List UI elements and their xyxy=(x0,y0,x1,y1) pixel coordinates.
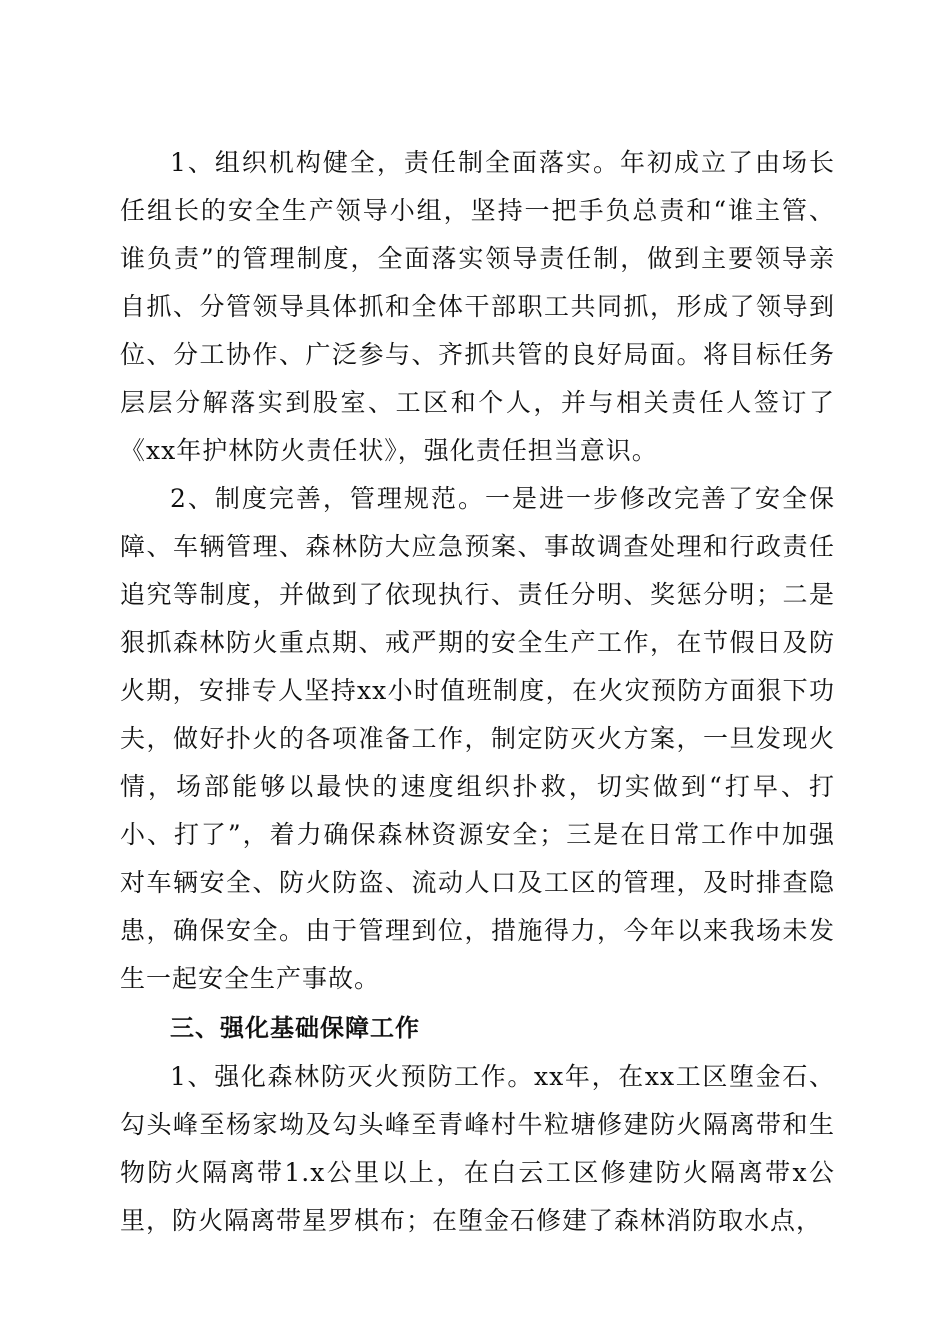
paragraph-organization-responsibility: 1、组织机构健全，责任制全面落实。年初成立了由场长任组长的安全生产领导小组，坚持一把手负总责和“谁主管、谁负责”的管理制度，全面落实领导责任制，做到主要领导亲自抓、分管领导具体抓和全体干部职工共同抓，形成了领导到位、分工协作、广泛参与、齐抓共管的良好局面。将目标任务层层分解落实到股室、工区和个人，并与相关责任人签订了《xx年护林防火责任状》，强化责任担当意识。 xyxy=(120,148,835,465)
document-body xyxy=(120,139,835,1245)
paragraph-forest-fire-prevention: 1、强化森林防灭火预防工作。xx年，在xx工区堕金石、勾头峰至杨家坳及勾头峰至青峰村牛粒塘修建防火隔离带和生物防火隔离带1.x公里以上，在白云工区修建防火隔离带x公里，防火隔离带星罗棋布；在堕金石修建了森林消防取水点， xyxy=(120,1062,835,1235)
paragraph-system-management: 2、制度完善，管理规范。一是进一步修改完善了安全保障、车辆管理、森林防大应急预案、事故调查处理和行政责任追究等制度，并做到了依现执行、责任分明、奖惩分明；二是狠抓森林防火重点期、戒严期的安全生产工作，在节假日及防火期，安排专人坚持xx小时值班制度，在火灾预防方面狠下功夫，做好扑火的各项准备工作，制定防灭火方案，一旦发现火情，场部能够以最快的速度组织扑救，切实做到“打早、打小、打了”，着力确保森林资源安全；三是在日常工作中加强对车辆安全、防火防盗、流动人口及工区的管理，及时排查隐患，确保安全。由于管理到位，措施得力，今年以来我场未发生一起安全生产事故。 xyxy=(120,484,835,993)
section-heading: 三、强化基础保障工作 xyxy=(170,1014,420,1042)
